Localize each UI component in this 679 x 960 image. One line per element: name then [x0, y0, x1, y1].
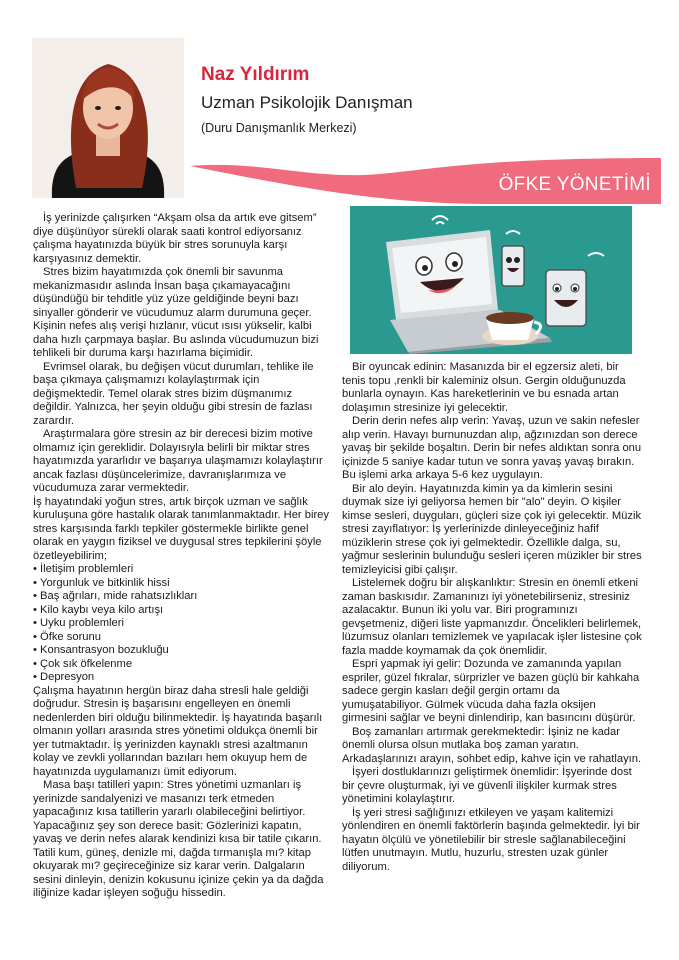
list-item: • Baş ağrıları, mide rahatsızlıkları [33, 590, 333, 604]
author-photo [32, 38, 184, 198]
paragraph: İş yeri stresi sağlığınızı etkileyen ve yaşam kalitemizi yönlendiren en önemli faktörlerin başında gelmektedir. İyi bir hayatın ölçülü ve yönetilebilir bir stresle sağlanabileceğini lütfen unutmayın. Mutlu, huzurlu, stresten uzak günler diliyorum. [342, 806, 640, 873]
list-item: • Konsantrasyon bozukluğu [33, 644, 333, 658]
devices-illustration [350, 206, 632, 354]
author-name: Naz Yıldırım [201, 64, 310, 85]
paragraph: İş yerinizde çalışırken “Akşam olsa da artık eve gitsem” diye düşünüyor sürekli olarak saati kontrol ediyorsanız çalışma hayatınızda büyük bir stres sorunuyla karşı karşıyasınız demektir. [33, 212, 317, 265]
paragraph: Boş zamanları artırmak gerekmektedir: İşiniz ne kadar önemli olursa olsun mutlaka boş zaman yaratın. Arkadaşlarınızı arayın, sohbet edip, kahve için ve rahatlayın. [342, 725, 642, 765]
paragraph: Listelemek doğru bir alışkanlıktır: Stresin en önemli etkeni zaman baskısıdır. Zamanınızı iyi yönetebilirseniz, stresiniz azalacaktır. Bunun iki yolu var. Biri programınızı gevşetmeniz, diğeri liste yapmanızdır. Öncelikleri belirlemek, lüzumsuz olanları temizlemek ve yapılacak işler listesine çok fazla madde koymamak da çok önemlidir. [342, 577, 642, 657]
paragraph: Stres bizim hayatımızda çok önemli bir savunma mekanizmasıdır aslında İnsan başa çıkamayacağını düşündüğü bir tehditle yüz yüze geldiğinde beyni bazı sinyaller gönderir ve vücudumuz alarm durumuna geçer. Kişinin nefes alış verişi hızlanır, vücut ısısı yükselir, kalbi daha hızlı çarpmaya başlar. Bu aslında vücudumuzun bizi tehlikeli bir duruma karşı hazırlama biçimidir. [33, 266, 319, 359]
author-organization: (Duru Danışmanlık Merkezi) [201, 121, 357, 135]
paragraph: Bir alo deyin. Hayatınızda kimin ya da kimlerin sesini duymak size iyi geliyorsa hemen bir "alo" deyin. O kişiler kimse sesleri, duyguları, güçleri size çok iyi gelecektir. Müzik stresi zayıflatıyor: İş yerlerinizde dinleyeceğiniz hafif müziklerin strese çok iyi gelmektedir. Özellikle dalga, su, yağmur seslerinin bulunduğu sesleri içeren müzikler bir stres temizleyicisi gibi çalışır. [342, 482, 642, 576]
left-column [33, 212, 333, 901]
list-item: • İletişim problemleri [33, 563, 333, 577]
section-title: ÖFKE YÖNETİMİ [498, 174, 651, 195]
paragraph: Evrimsel olarak, bu değişen vücut durumları, tehlike ile başa çıkmaya çalışmamızı kolaylaştırmak için değişmektedir. Temel olarak stres bizim düşmanımız değildir. Yalnızca, her şeyin olduğu gibi stresin de fazlası zarardır. [33, 360, 314, 427]
paragraph: Espri yapmak iyi gelir: Dozunda ve zamanında yapılan espriler, güzel fıkralar, sürprizler ve bazen güçlü bir kahkaha sadece gergin kasları değil gergin ortamı da yumuşatabiliyor. Gülmek vücuda daha fazla oksijen girmesini sağlar ve beyni dinlendirip, kan basıncını düşürür. [342, 658, 640, 724]
author-title: Uzman Psikolojik Danışman [201, 93, 413, 112]
list-item: • Uyku problemleri [33, 617, 333, 631]
paragraph: İş hayatındaki yoğun stres, artık birçok uzman ve sağlık kuruluşuna göre hastalık olarak tanımlanmaktadır. Her birey stres karşısında farklı tepkiler göstermekle birlikte genel olarak en yaygın fiziksel ve duygusal stres tepkilerini şöyle özetleyebilirim; [33, 495, 329, 562]
list-item: • Depresyon [33, 671, 333, 685]
paragraph: Araştırmalara göre stresin az bir derecesi bizim motive olmamız için gereklidir. Dolayısıyla belirli bir miktar stres hayatımızda yararlıdır ve başarıya ulaşmamızı kolaylaştırır ancak fazlası düşüncelerimize, davranışlarımıza ve vücudumuza zarar vermektedir. [33, 428, 323, 494]
list-item: • Öfke sorunu [33, 631, 333, 645]
list-item: • Kilo kaybı veya kilo artışı [33, 604, 333, 618]
paragraph: İşyeri dostluklarınızı geliştirmek önemlidir: İşyerinde dost bir çevre oluşturmak, iyi ve güvenli ilişkiler kurmak stres yönetimini kolaylaştırır. [342, 766, 632, 805]
paragraph: Bir oyuncak edinin: Masanızda bir el egzersiz aleti, bir tenis topu ,renkli bir kaleminiz olsun. Gergin olduğunuzda bunlarla oynayın. Kas hareketlerinin ve bu esnada artan dolaşımın stresinize iyi gelecektir. [342, 361, 626, 414]
paragraph: Çalışma hayatının hergün biraz daha stresli hale geldiği doğrudur. Stresin iş başarısını engelleyen en önemli nedenlerden biri olduğu bilinmektedir. İş hayatında başarılı olmanın yolları arasında stres yönetimi oldukça önemli bir yer tutmaktadır. İş yerinizden kaynaklı stresi azaltmanın kolay ve zevkli yollarından bazıları hem okuyup hem de hayatınızda uygulamanızı ümit ediyorum. [33, 684, 323, 778]
paragraph: Derin derin nefes alıp verin: Yavaş, uzun ve sakin nefesler alıp verin. Havayı burnunuzdan alıp, ağzınızdan son derece yavaş bir şekilde boşaltın. Derin bir nefes aldıktan sonra onu içinizde 5 saniye kadar tutun ve sonra yavaş yavaş bırakın. Bu işlemi arka arkaya 5-6 kez uygulayın. [342, 415, 642, 481]
paragraph: Masa başı tatilleri yapın: Stres yönetimi uzmanları iş yerinizde sandalyenizi ve masanızı terk etmeden yapacağınız kısa tatillerin yararlı olabileceğini belirtiyor. Yapacağınız şey son derece basit: Gözlerinizi kapatın, yavaş ve derin nefes alarak kendinizi kısa bir tatile çıkarın. Tatili kum, güneş, denizle mi, dağda tırmanışla mı? kitap okuyarak mı? geçireceğinize siz karar verin. Dalgaların sesini dinleyin, denizin kokusunu içinize çekin ya da dağda iliğinize kadar işleyen soğuğu hissedin. [33, 779, 324, 899]
right-column [342, 361, 642, 874]
list-item: • Çok sık öfkelenme [33, 658, 333, 672]
list-item: • Yorgunluk ve bitkinlik hissi [33, 577, 333, 591]
stress-reactions-list [33, 563, 333, 685]
